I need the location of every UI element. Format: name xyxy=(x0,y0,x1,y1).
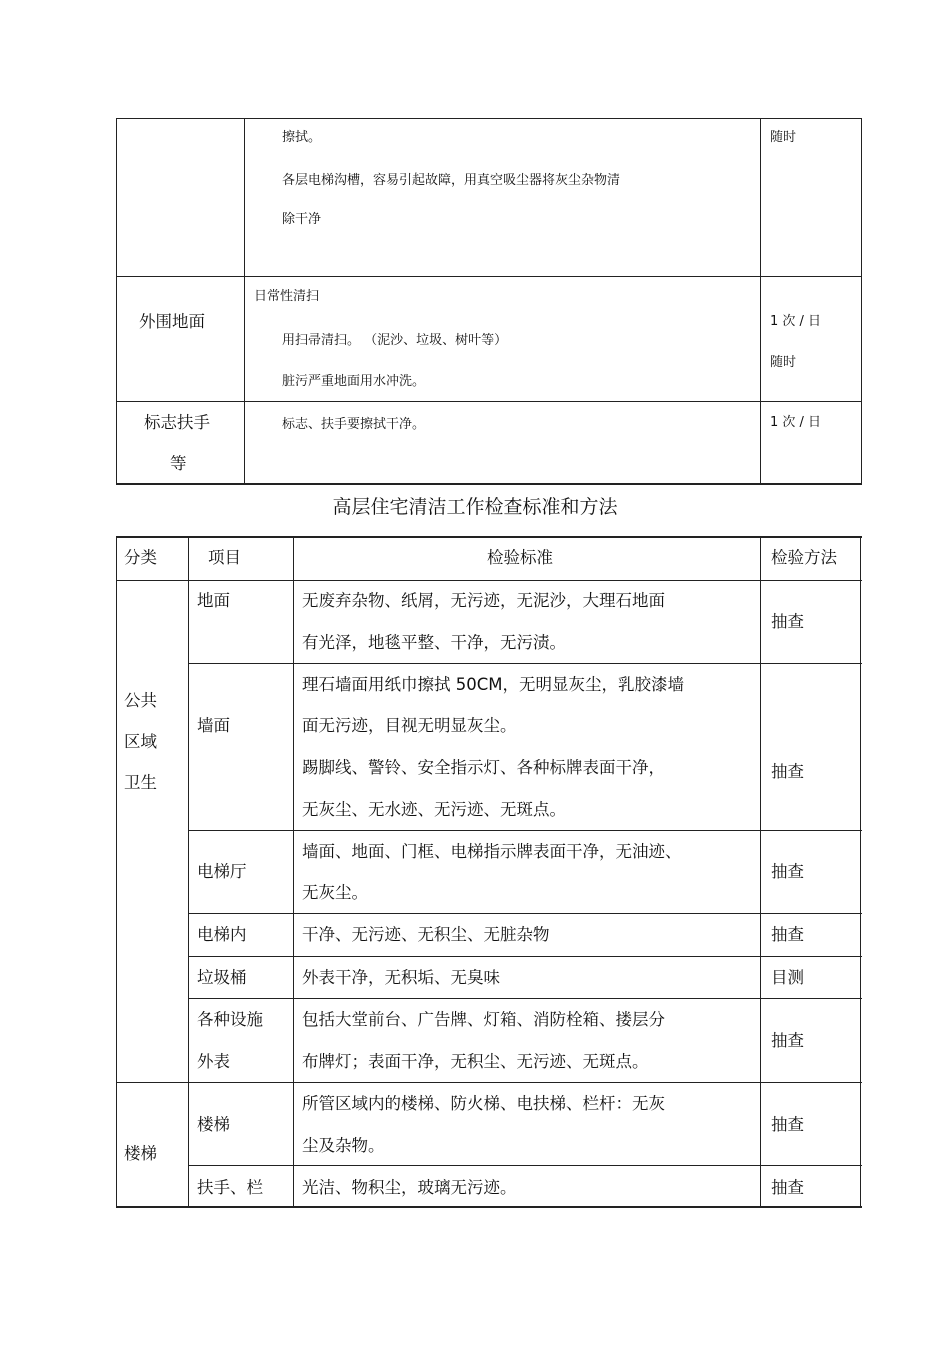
item-label: 楼梯 xyxy=(197,1115,230,1134)
frequency-text: 1 次 / 日 xyxy=(770,415,822,430)
standard-text: 无废弃杂物、纸屑，无污迹，无泥沙，大理石地面 xyxy=(302,591,665,610)
standard-text: 墙面、地面、门框、电梯指示牌表面干净，无油迹、 xyxy=(302,842,682,861)
standard-text: 用扫帚清扫。 （泥沙、垃圾、树叶等） xyxy=(282,333,508,348)
category-label: 楼梯 xyxy=(124,1144,157,1163)
page-title: 高层住宅清洁工作检查标准和方法 xyxy=(332,496,618,518)
table-border xyxy=(116,276,862,277)
category-label: 等 xyxy=(170,454,187,473)
standard-text: 光洁、物积尘，玻璃无污迹。 xyxy=(302,1178,517,1197)
item-label: 扶手、栏 xyxy=(197,1178,263,1197)
frequency-text: 1 次 / 日 xyxy=(770,314,822,329)
table-border xyxy=(116,118,117,484)
table-border xyxy=(860,536,861,1207)
table-border xyxy=(760,536,761,1207)
standard-text: 各层电梯沟槽，容易引起故障，用真空吸尘器将灰尘杂物清 xyxy=(282,173,621,188)
category-label: 卫生 xyxy=(124,773,157,792)
standard-text: 无灰尘。 xyxy=(302,883,368,902)
item-label: 电梯内 xyxy=(197,925,247,944)
table-border xyxy=(244,118,245,484)
column-header: 检验标准 xyxy=(487,548,553,567)
method-label: 抽查 xyxy=(771,1031,804,1050)
method-label: 抽查 xyxy=(771,762,804,781)
standard-text: 无灰尘、无水迹、无污迹、无斑点。 xyxy=(302,800,566,819)
table-border xyxy=(116,1082,862,1083)
standard-text: 踢脚线、警铃、安全指示灯、各种标牌表面干净， xyxy=(302,758,665,777)
standard-text: 标志、扶手要擦拭干净。 xyxy=(282,417,426,432)
method-label: 抽查 xyxy=(771,1115,804,1134)
item-label: 外表 xyxy=(197,1052,230,1071)
method-label: 抽查 xyxy=(771,925,804,944)
standard-text: 布牌灯；表面干净，无积尘、无污迹、无斑点。 xyxy=(302,1052,649,1071)
category-label: 外围地面 xyxy=(139,312,205,331)
item-label: 垃圾桶 xyxy=(197,968,247,987)
standard-text: 外表干净，无积垢、无臭味 xyxy=(302,968,500,987)
category-label: 标志扶手 xyxy=(144,413,210,432)
table-border xyxy=(293,536,294,1207)
standard-text: 尘及杂物。 xyxy=(302,1136,385,1155)
category-label: 公共 xyxy=(124,691,157,710)
method-label: 抽查 xyxy=(771,862,804,881)
frequency-text: 随时 xyxy=(770,355,797,370)
column-header: 检验方法 xyxy=(771,548,837,567)
standard-text: 干净、无污迹、无积尘、无脏杂物 xyxy=(302,925,550,944)
table-border xyxy=(116,1206,862,1208)
table-border xyxy=(861,118,862,484)
standard-text: 脏污严重地面用水冲洗。 xyxy=(282,374,426,389)
item-label: 地面 xyxy=(197,591,230,610)
table-border xyxy=(116,401,862,402)
table-border xyxy=(116,536,862,538)
column-header: 分类 xyxy=(124,548,157,567)
standard-text: 日常性清扫 xyxy=(254,289,320,304)
column-header: 项目 xyxy=(208,548,241,567)
method-label: 抽查 xyxy=(771,1178,804,1197)
table-border xyxy=(188,536,189,1207)
standard-text: 有光泽，地毯平整、干净，无污渍。 xyxy=(302,633,566,652)
table-border xyxy=(116,483,862,485)
standard-text: 所管区域内的楼梯、防火梯、电扶梯、栏杆：无灰 xyxy=(302,1094,665,1113)
method-label: 抽查 xyxy=(771,612,804,631)
item-label: 各种设施 xyxy=(197,1010,263,1029)
table-border xyxy=(116,118,862,119)
standard-text: 擦拭。 xyxy=(282,130,322,145)
table-border xyxy=(116,580,862,581)
standard-text: 包括大堂前台、广告牌、灯箱、消防栓箱、搂层分 xyxy=(302,1010,665,1029)
standard-text: 面无污迹，目视无明显灰尘。 xyxy=(302,716,517,735)
standard-text: 除干净 xyxy=(282,212,322,227)
standard-text: 理石墙面用纸巾擦拭 50CM，无明显灰尘，乳胶漆墙 xyxy=(302,675,684,694)
frequency-text: 随时 xyxy=(770,130,797,145)
category-label: 区域 xyxy=(124,732,157,751)
method-label: 目测 xyxy=(771,968,804,987)
item-label: 墙面 xyxy=(197,716,230,735)
table-border xyxy=(760,118,761,484)
item-label: 电梯厅 xyxy=(197,862,247,881)
table-border xyxy=(116,536,117,1207)
